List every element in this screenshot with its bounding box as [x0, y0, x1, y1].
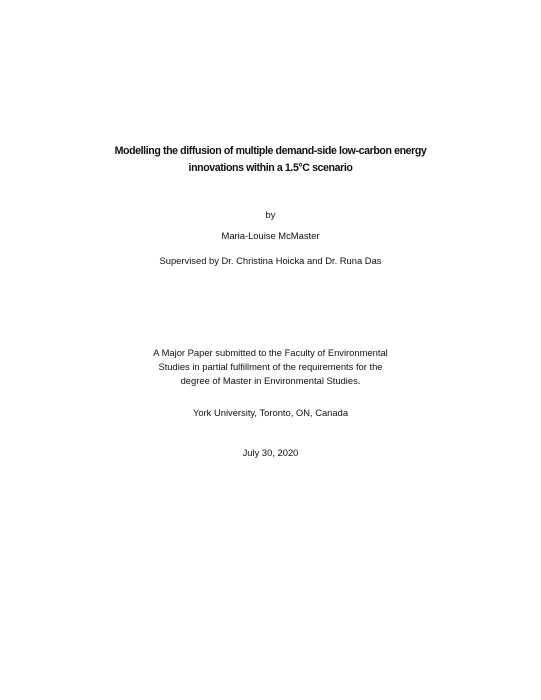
by-label: by — [265, 209, 276, 220]
submission-line-1: A Major Paper submitted to the Faculty of Environmental — [153, 347, 388, 358]
submission-statement — [0, 346, 541, 388]
submission-line-2: Studies in partial fulfillment of the requirements for the — [158, 361, 383, 372]
submission-date: July 30, 2020 — [242, 447, 299, 458]
submission-line-3: degree of Master in Environmental Studies. — [180, 375, 361, 386]
supervisors-line: Supervised by Dr. Christina Hoicka and Dr. Runa Das — [159, 255, 382, 266]
paper-title — [0, 143, 541, 177]
paper-title-line-2: innovations within a 1.5°C scenario — [188, 162, 353, 174]
author-name: Maria-Louise McMaster — [221, 230, 320, 241]
university-location: York University, Toronto, ON, Canada — [192, 407, 349, 418]
paper-title-line-1: Modelling the diffusion of multiple demand-side low-carbon energy — [114, 145, 427, 157]
